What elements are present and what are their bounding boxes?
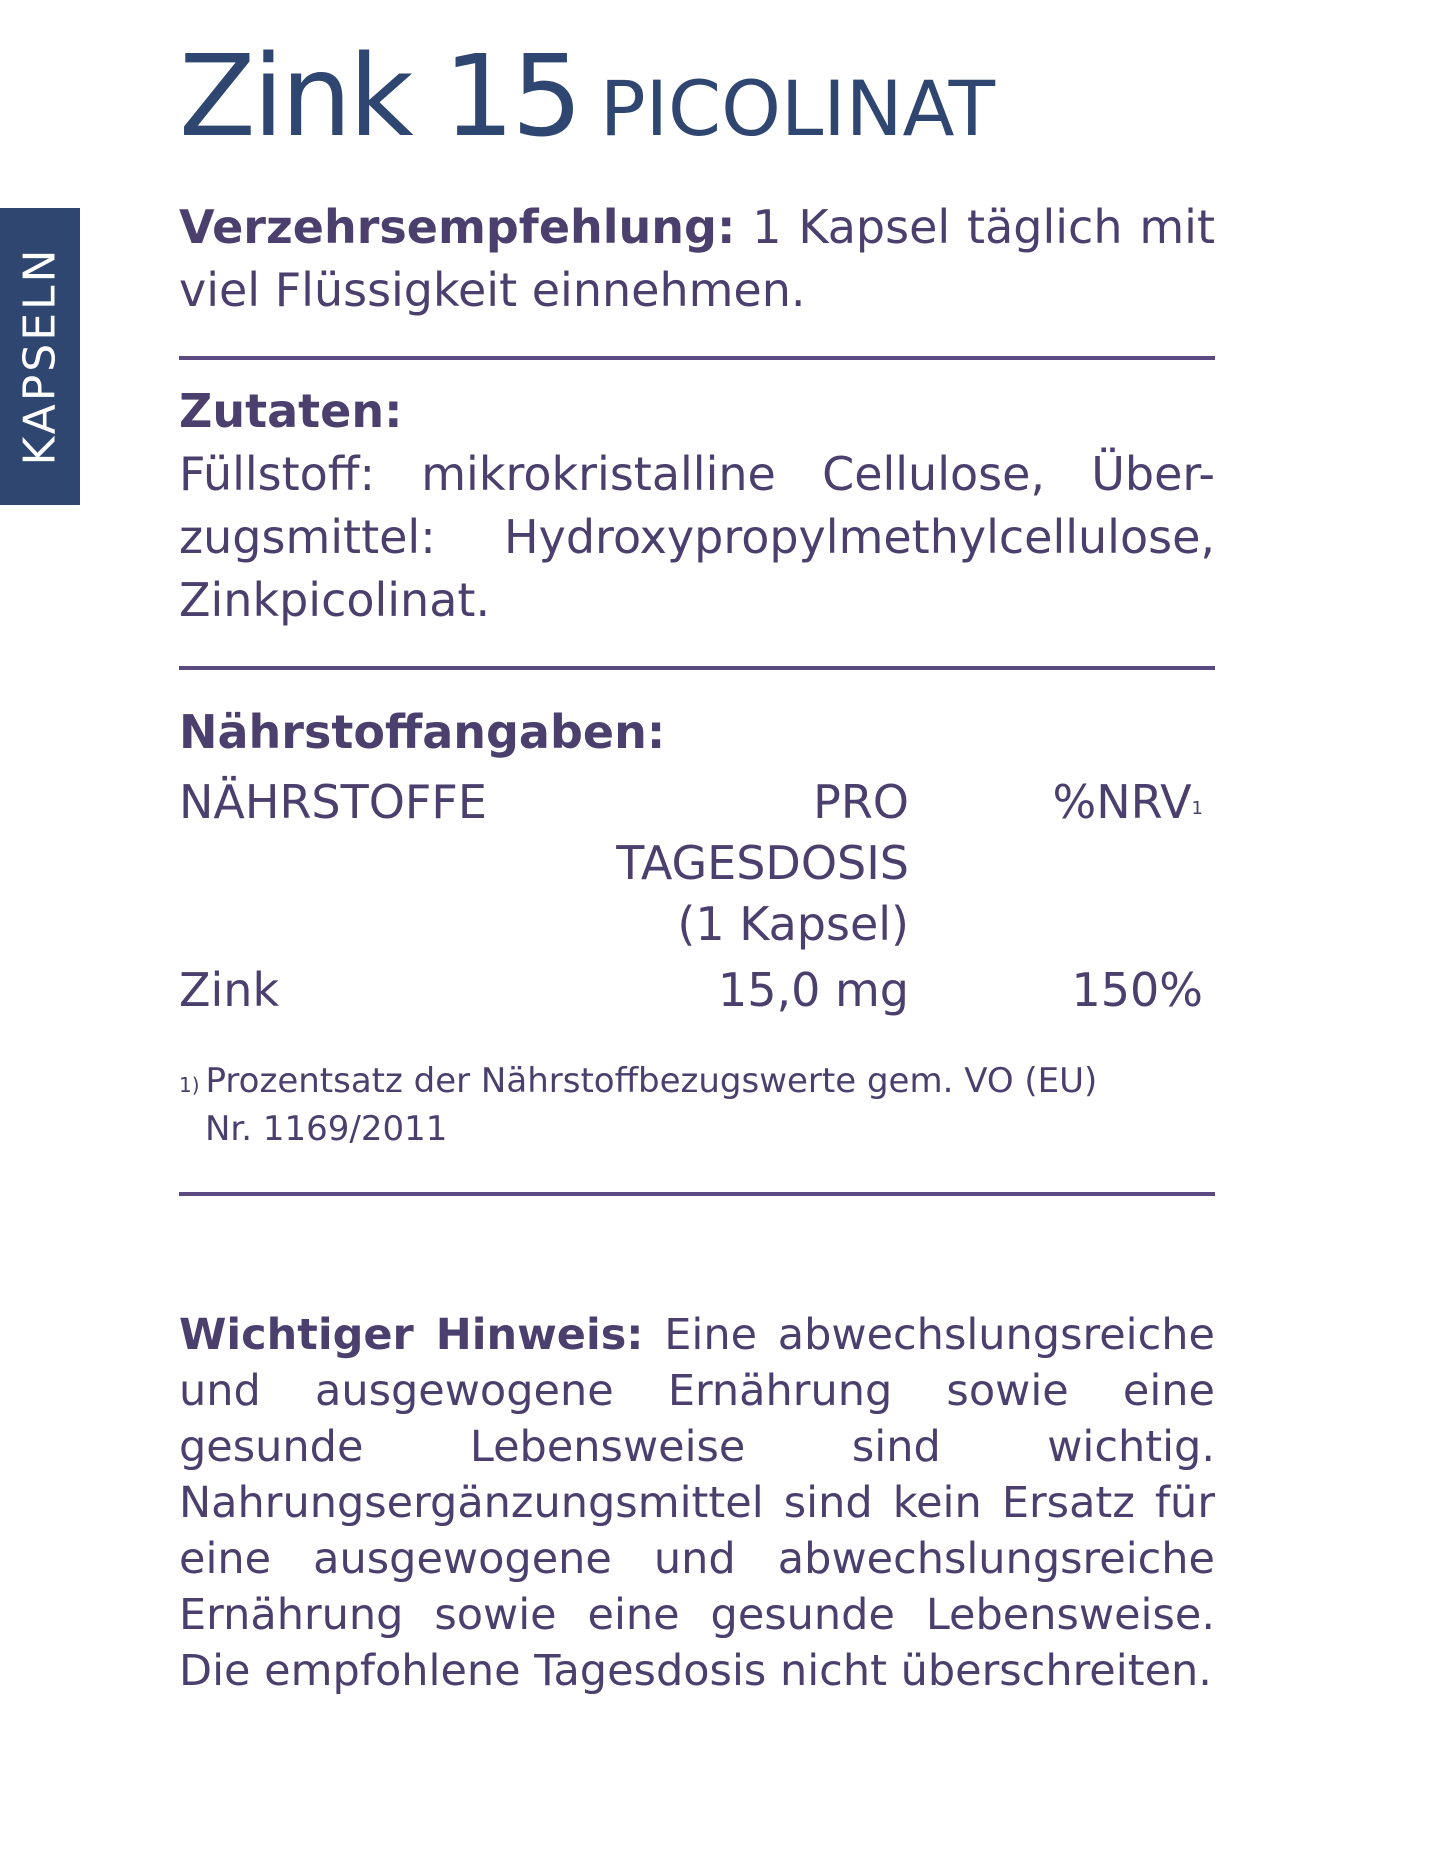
- category-tab: [0, 208, 80, 505]
- product-title: [179, 32, 995, 162]
- header-dose-line-3: (1 Kapsel): [677, 897, 909, 951]
- category-tab-label: KAPSELN: [14, 246, 66, 466]
- table-row: [179, 960, 1215, 1030]
- product-title-main: Zink 15: [179, 32, 580, 162]
- dosage-section: [179, 196, 1215, 322]
- dosage-label: Verzehrsempfehlung:: [179, 200, 736, 254]
- header-nrv: [1053, 772, 1204, 833]
- divider-2: [179, 666, 1215, 670]
- ingredients-line-3: Zinkpicolinat.: [179, 573, 491, 627]
- divider-3: [179, 1192, 1215, 1196]
- notice-label: Wichtiger Hinweis:: [179, 1310, 644, 1360]
- nutrition-table-header: [179, 772, 1215, 960]
- footnote-text-1: Prozentsatz der Nährstoffbezugswerte gem. VO (EU): [205, 1061, 1098, 1101]
- footnote-line-2: Nr. 1169/2011: [205, 1109, 448, 1149]
- row-nrv: 150%: [1071, 963, 1203, 1017]
- ingredients-line-2: zugsmittel: Hydroxypropylmethylcellulose,: [179, 510, 1215, 564]
- important-notice: [179, 1307, 1215, 1699]
- header-nrv-label: %NRV: [1052, 775, 1192, 829]
- header-nrv-footnote-mark: 1: [1191, 798, 1203, 819]
- row-dose: 15,0 mg: [717, 963, 909, 1017]
- header-dose-line-1: PRO: [813, 775, 909, 829]
- header-dose-line-2: TAGESDOSIS: [616, 836, 909, 890]
- ingredients-label: Zutaten:: [179, 384, 403, 438]
- header-nutrients: NÄHRSTOFFE: [179, 775, 487, 829]
- dosage-text: 1 Kapsel täglich mit viel Flüssigkeit einnehmen.: [179, 200, 1215, 317]
- nutrition-table: [179, 772, 1215, 1030]
- ingredients-section: [179, 380, 1215, 632]
- divider-1: [179, 356, 1215, 360]
- nrv-footnote: [179, 1057, 1215, 1153]
- nutrition-heading: Nährstoffangaben:: [179, 705, 666, 759]
- row-nutrient-name: Zink: [179, 963, 280, 1017]
- ingredients-line-1: Füllstoff: mikrokristalline Cellulose, Über-: [179, 447, 1215, 501]
- footnote-mark: 1): [179, 1073, 200, 1097]
- footnote-line-1: [179, 1057, 1215, 1105]
- product-title-sub: PICOLINAT: [599, 64, 996, 153]
- notice-text: Eine abwechslungsreiche und ausgewogene Ernährung sowie eine gesunde Lebensweise sind wichtig. Nahrungsergänzungsmittel sind kein Ersatz für eine ausgewogene und abwechslungsreiche Ernährung sowie eine gesunde Lebensweise. Die empfohlene Tagesdosis nicht überschreiten.: [179, 1310, 1215, 1696]
- header-per-daily-dose: [616, 772, 909, 955]
